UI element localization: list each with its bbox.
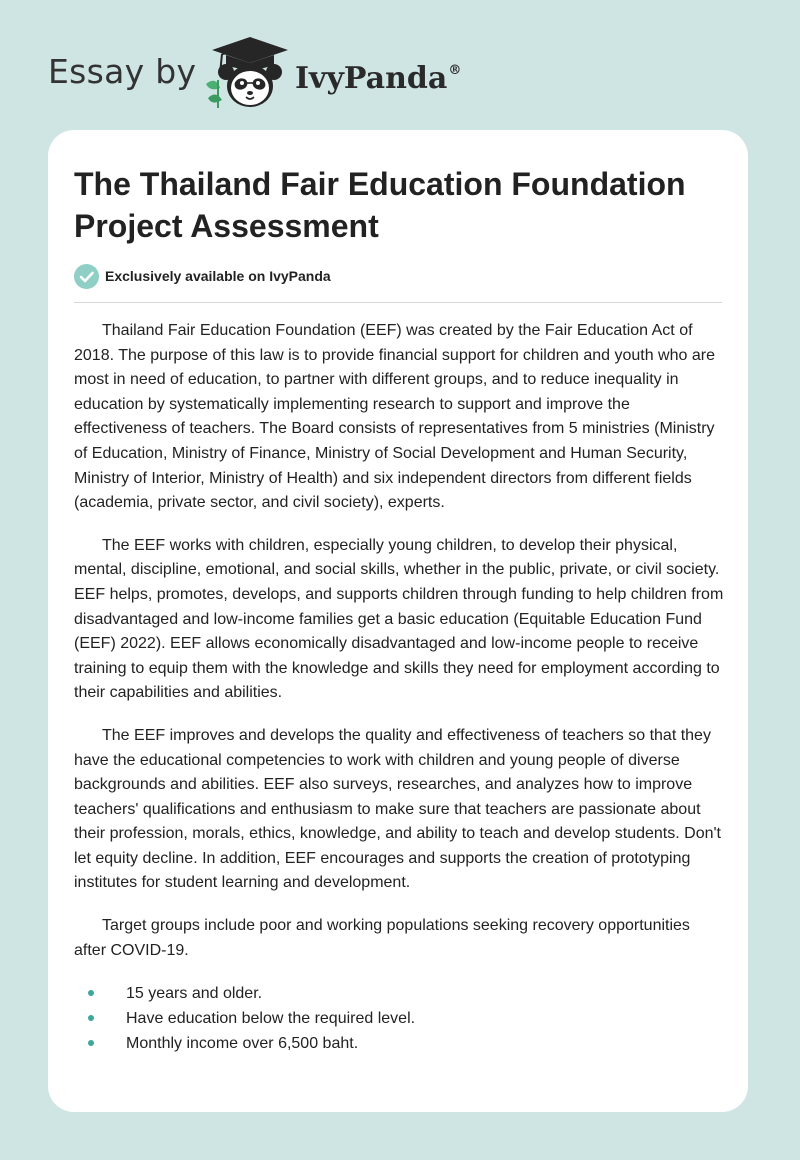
target-groups-list: [74, 981, 724, 1056]
list-item: [74, 1006, 724, 1031]
title-divider: [74, 302, 722, 303]
paragraph: Thailand Fair Education Foundation (EEF) was created by the Fair Education Act of 2018. The purpose of this law is to provide financial support for children and youth who are most in need of education, to partner with different groups, and to reduce inequality in education by systematically implementing research to support and improve the effectiveness of teachers. The Board consists of representatives from 5 ministries (Ministry of Education, Ministry of Finance, Ministry of Social Development and Human Security, Ministry of Interior, Ministry of Health) and six independent directors from different fields (academia, private sector, and civil society), experts.: [74, 322, 715, 512]
list-item-text: Have education below the required level.: [126, 1010, 416, 1028]
bullet-dot-icon: [88, 990, 94, 996]
bullet-dot-icon: [88, 1015, 94, 1021]
panda-graduate-logo-icon[interactable]: [198, 34, 294, 110]
list-item: [74, 1031, 724, 1056]
brand-name[interactable]: [295, 51, 461, 99]
essay-card: [48, 130, 748, 1112]
exclusive-badge-text: Exclusively available on IvyPanda: [105, 268, 331, 284]
list-item-text: 15 years and older.: [126, 985, 263, 1003]
list-item: [74, 981, 724, 1006]
paragraph: The EEF improves and develops the quality and effectiveness of teachers so that they have the educational competencies to work with children and young people of diverse backgrounds and abilities. EEF also surveys, researches, and analyzes how to improve teachers' qualifications and enthusiasm to make sure that teachers are passionate about their profession, morals, ethics, knowledge, and ability to teach and develop students. Don't let equity decline. In addition, EEF encourages and supports the creation of prototyping institutes for student learning and development.: [74, 726, 721, 892]
essay-title: The Thailand Fair Education Foundation Project Assessment: [74, 166, 686, 244]
brand-name-text: IvyPanda: [295, 61, 448, 96]
essay-body: [74, 319, 724, 1056]
paragraph: The EEF works with children, especially young children, to develop their physical, mental, discipline, emotional, and social skills, whether in the public, private, or civil society. EEF helps, promotes, develops, and supports children through funding to help children from disadvantaged and low-income families get a basic education (Equitable Education Fund (EEF) 2022). EEF allows economically disadvantaged and low-income people to receive training to equip them with the knowledge and skills they need for employment according to their capabilities and abilities.: [74, 536, 724, 702]
site-header: [0, 0, 800, 130]
paragraph: Target groups include poor and working populations seeking recovery opportunities after COVID-19.: [74, 917, 690, 959]
essay-by-label: Essay by: [48, 52, 197, 91]
registered-mark: ®: [448, 63, 462, 78]
check-circle-icon: [74, 264, 99, 289]
exclusive-badge: [74, 263, 331, 289]
list-item-text: Monthly income over 6,500 baht.: [126, 1035, 359, 1053]
bullet-dot-icon: [88, 1040, 94, 1046]
